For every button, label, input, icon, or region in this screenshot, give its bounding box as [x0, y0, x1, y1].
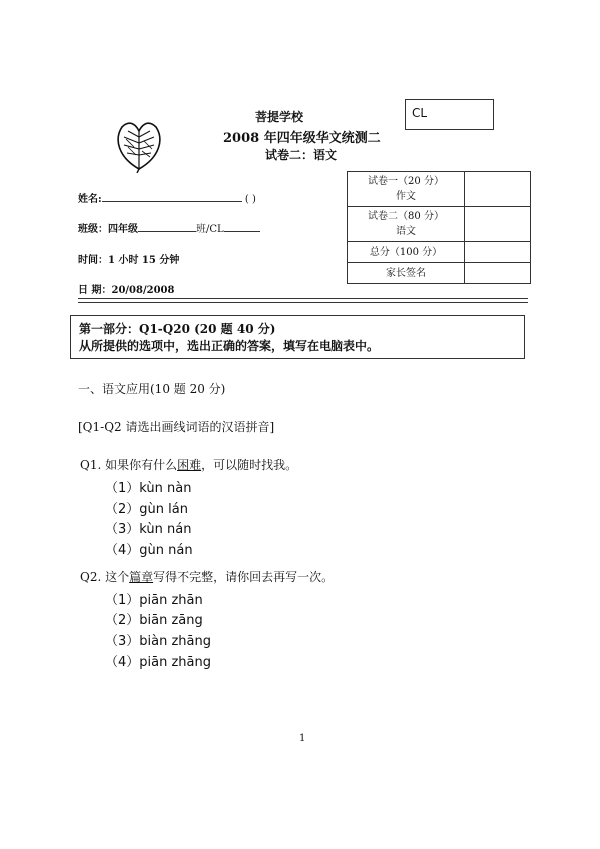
score-row-label — [348, 207, 465, 242]
score-row-label — [348, 172, 465, 207]
parent-signature-cell[interactable] — [465, 263, 531, 284]
exam-title: 2008 年四年级华文统测二 — [223, 131, 381, 146]
score-cell[interactable] — [465, 172, 531, 207]
score-table — [347, 171, 531, 284]
question-text: ，可以随时找我。 — [201, 458, 298, 472]
answer-option: （2）gùn lán — [105, 502, 188, 517]
name-field[interactable] — [102, 191, 242, 202]
score-row — [348, 263, 531, 284]
question-2 — [80, 568, 333, 585]
part-one-box — [70, 315, 525, 359]
class-line — [78, 220, 260, 235]
part-one-title: 第一部分：Q1-Q20 (20 题 40 分) — [79, 322, 276, 336]
score-row-title: 试卷一（20 分） — [368, 176, 444, 187]
answer-option: （3）kùn nán — [105, 522, 192, 537]
section-title: 一、语文应用(10 题 20 分) — [78, 382, 226, 396]
underlined-word: 困难 — [177, 458, 202, 472]
score-row-title: 试卷二（80 分） — [368, 211, 444, 222]
school-name: 菩提学校 — [255, 110, 304, 124]
answer-option: （3）biàn zhāng — [105, 634, 211, 649]
part-one-instruction: 从所提供的选项中，选出正确的答案，填写在电脑表中。 — [79, 339, 380, 353]
school-leaf-logo — [112, 117, 166, 173]
question-1 — [80, 456, 297, 473]
score-cell[interactable] — [465, 242, 531, 263]
answer-option: （2）biān zāng — [105, 613, 203, 628]
score-row — [348, 172, 531, 207]
divider — [78, 298, 528, 299]
class-cl-label: 班/CL — [196, 224, 224, 235]
index-number-field[interactable]: ( ) — [244, 194, 256, 205]
paper-title: 试卷二：语文 — [265, 148, 338, 162]
answer-option: （1）kùn nàn — [105, 481, 192, 496]
answer-option: （1）piān zhān — [105, 593, 203, 608]
score-row — [348, 207, 531, 242]
class-code-box: CL — [405, 99, 494, 130]
question-text: 写得不完整，请你回去再写一次。 — [153, 570, 334, 584]
divider — [78, 302, 528, 303]
date-label: 日 期：20/08/2008 — [78, 285, 175, 296]
page-number: 1 — [299, 733, 306, 744]
score-row — [348, 242, 531, 263]
score-row-sub: 语文 — [396, 226, 416, 237]
class-cl-field[interactable] — [224, 221, 260, 232]
question-text: Q2. 这个 — [80, 570, 130, 584]
time-label: 时间：1 小时 15 分钟 — [78, 255, 180, 266]
sub-instruction: [Q1-Q2 请选出画线词语的汉语拼音] — [78, 420, 275, 434]
name-label: 姓名: — [78, 194, 102, 205]
score-cell[interactable] — [465, 207, 531, 242]
underlined-word: 篇章 — [129, 570, 154, 584]
score-row-label: 家长签名 — [348, 263, 465, 284]
class-label: 班级：四年级 — [78, 224, 138, 235]
question-text: Q1. 如果你有什么 — [80, 458, 178, 472]
answer-option: （4）gùn nán — [105, 543, 193, 558]
answer-option: （4）piān zhāng — [105, 655, 211, 670]
score-row-label: 总分（100 分） — [348, 242, 465, 263]
score-row-sub: 作文 — [396, 191, 416, 202]
name-line — [78, 190, 256, 205]
class-field[interactable] — [138, 221, 196, 232]
